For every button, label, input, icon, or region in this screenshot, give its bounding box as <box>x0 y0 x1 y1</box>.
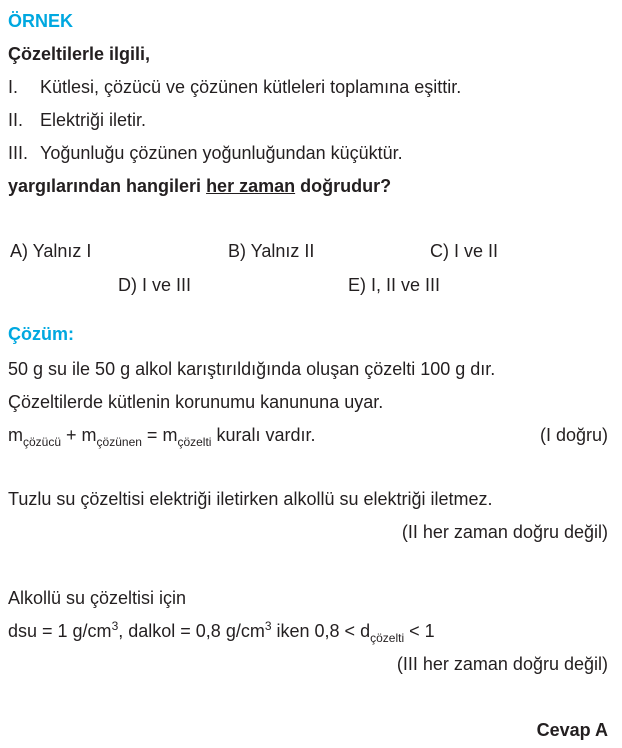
formula-tail: kuralı vardır. <box>211 425 316 445</box>
subscript-solute: çözünen <box>96 435 142 449</box>
statement-3 <box>8 142 403 164</box>
statement-1 <box>8 76 461 98</box>
option-a: A) Yalnız I <box>10 241 92 261</box>
question-suffix: doğrudur? <box>295 176 392 196</box>
density-part-2: , dalkol = 0,8 g/cm <box>118 621 265 641</box>
equals-sign: = <box>141 425 163 445</box>
solution-line-1: 50 g su ile 50 g alkol karıştırıldığında oluşan çözelti 100 g dır. <box>8 359 496 379</box>
density-part-4: < 1 <box>404 621 435 641</box>
subscript-solution: çözelti <box>177 435 212 449</box>
question-emphasis: her zaman <box>206 176 296 196</box>
statement-number: III. <box>8 143 29 163</box>
density-line <box>8 619 435 645</box>
density-part-3: iken 0,8 < d <box>271 621 371 641</box>
option-e: E) I, II ve III <box>348 275 441 295</box>
option-b: B) Yalnız II <box>228 241 315 261</box>
verdict-3: (III her zaman doğru değil) <box>396 654 608 674</box>
statement-text: Yoğunluğu çözünen yoğunluğundan küçüktür. <box>40 143 403 163</box>
statement-number: II. <box>8 110 24 130</box>
exponent-1: 3 <box>111 619 119 633</box>
subscript-solution: çözelti <box>370 631 405 645</box>
verdict-2: (II her zaman doğru değil) <box>401 522 608 542</box>
density-part-1: dsu = 1 g/cm <box>8 621 112 641</box>
subscript-solvent: çözücü <box>23 435 62 449</box>
solution-line-2: Çözeltilerde kütlenin korunumu kanununa uyar. <box>8 392 384 412</box>
question-stem: Çözeltilerle ilgili, <box>8 44 151 64</box>
plus-sign: + <box>61 425 82 445</box>
exponent-2: 3 <box>264 619 272 633</box>
mass-symbol: m <box>81 425 97 445</box>
statement-2 <box>8 109 146 131</box>
question-prefix: yargılarından hangileri <box>8 176 207 196</box>
option-d: D) I ve III <box>118 275 192 295</box>
statement-text: Kütlesi, çözücü ve çözünen kütleleri toplamına eşittir. <box>40 77 462 97</box>
mass-formula <box>8 424 316 449</box>
statement-number: I. <box>8 77 19 97</box>
solution-line-4: Alkollü su çözeltisi için <box>8 588 187 608</box>
mass-symbol: m <box>162 425 178 445</box>
solution-line-3: Tuzlu su çözeltisi elektriği iletirken alkollü su elektriği iletmez. <box>8 489 493 509</box>
statement-text: Elektriği iletir. <box>40 110 147 130</box>
option-c: C) I ve II <box>430 241 499 261</box>
example-heading: ÖRNEK <box>8 11 74 31</box>
solution-heading: Çözüm: <box>8 324 74 344</box>
mass-symbol: m <box>8 425 23 445</box>
answer-label: Cevap A <box>536 720 608 740</box>
question-line <box>8 175 391 197</box>
verdict-1: (I doğru) <box>539 425 608 445</box>
